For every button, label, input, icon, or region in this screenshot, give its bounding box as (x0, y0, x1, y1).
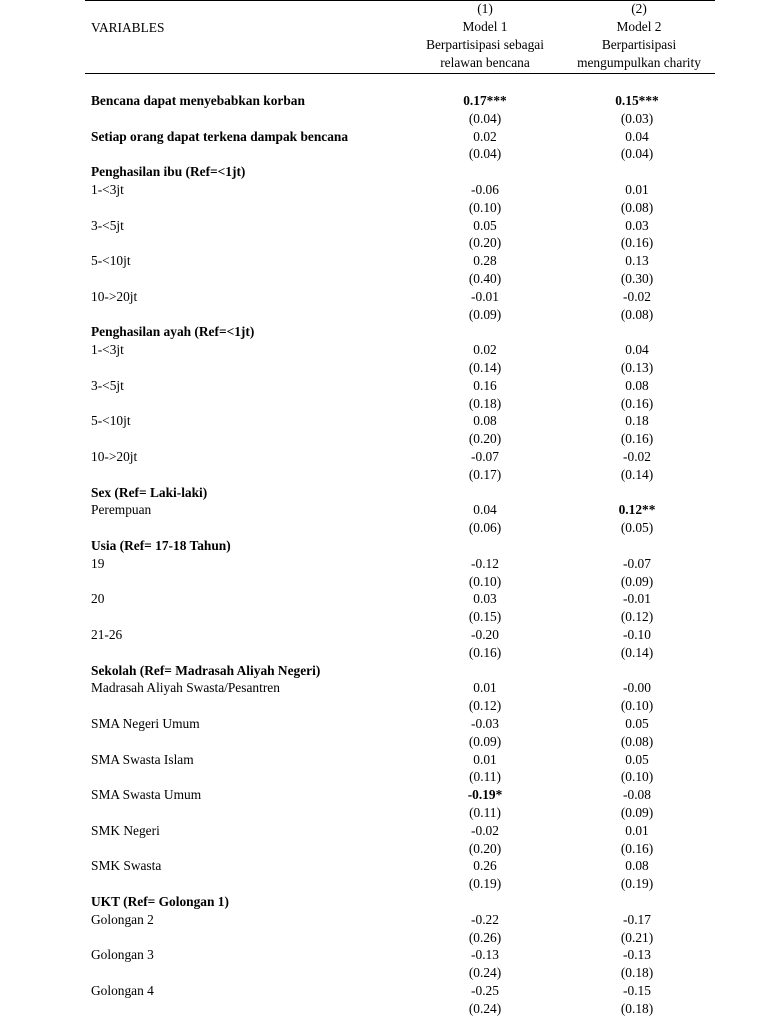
model1-value: -0.20 (471, 627, 499, 642)
model1-value: (0.26) (468, 929, 502, 945)
model2-value: -0.02 (623, 288, 651, 304)
model2-value: -0.07 (623, 555, 651, 571)
table-row (0, 217, 768, 235)
table-row-stderr (0, 306, 768, 324)
table-row-stderr (0, 110, 768, 128)
variable-label: SMA Swasta Islam (91, 751, 194, 767)
model2-value: 0.05 (625, 751, 649, 767)
model2-value: 0.03 (625, 217, 649, 233)
model1-value: 0.08 (473, 413, 497, 429)
variable-label: SMK Negeri (91, 822, 160, 838)
model1-value: -0.01 (471, 288, 499, 304)
variable-label: 1-<3jt (91, 342, 124, 358)
model2-value: (0.08) (620, 733, 654, 749)
table-row-stderr (0, 644, 768, 662)
col2-desc-line1: Berpartisipasi (601, 37, 677, 52)
model1-value: 0.28 (473, 253, 497, 269)
model2-value: -0.02 (623, 449, 651, 464)
model2-value: 0.08 (625, 377, 649, 393)
model1-value: (0.20) (468, 840, 502, 856)
model1-value: 0.16 (473, 377, 497, 393)
table-row (0, 537, 768, 555)
variable-label: 19 (91, 555, 105, 571)
model2-value: (0.05) (620, 520, 654, 536)
model1-value: 0.05 (473, 217, 497, 233)
model1-value: (0.19) (468, 876, 502, 892)
table-row (0, 715, 768, 733)
variable-label: Golongan 4 (91, 983, 154, 998)
model2-value: (0.18) (620, 1000, 654, 1016)
variable-heading: Sex (Ref= Laki-laki) (91, 484, 208, 500)
model1-value: -0.02 (471, 822, 499, 838)
col1-number: (1) (477, 1, 493, 16)
variable-label: SMA Swasta Umum (91, 787, 202, 803)
table-row (0, 377, 768, 395)
model1-value: (0.17) (468, 466, 502, 482)
table-row (0, 911, 768, 929)
table-row (0, 555, 768, 573)
model2-value: 0.08 (625, 858, 649, 874)
model2-value: -0.13 (623, 947, 651, 963)
col2-number: (2) (631, 1, 647, 16)
variables-header: VARIABLES (91, 20, 165, 35)
table-row (0, 448, 768, 466)
model2-value: (0.10) (620, 769, 654, 785)
model1-value: (0.15) (468, 609, 502, 625)
model1-value: -0.03 (471, 716, 499, 731)
variable-heading: Penghasilan ibu (Ref=<1jt) (91, 164, 246, 180)
table-row (0, 252, 768, 270)
table-row-stderr (0, 964, 768, 982)
table-row-stderr (0, 929, 768, 947)
model1-value: -0.07 (471, 449, 499, 464)
model1-value: (0.11) (469, 805, 501, 820)
model2-value: (0.08) (620, 199, 654, 215)
col1-desc-line1: Berpartisipasi sebagai (426, 37, 544, 52)
model1-value: (0.14) (468, 360, 502, 375)
model1-value: (0.10) (468, 573, 502, 589)
table-row (0, 893, 768, 911)
model1-value: -0.13 (471, 947, 499, 963)
model1-value: 0.26 (473, 858, 497, 874)
model1-value: (0.24) (468, 965, 502, 981)
model2-value: 0.15*** (615, 93, 659, 108)
table-row (0, 412, 768, 430)
model1-value: 0.01 (473, 751, 497, 767)
model2-value: -0.00 (623, 680, 651, 696)
model2-value: 0.01 (625, 182, 649, 197)
col1-desc-line2: relawan bencana (440, 55, 530, 70)
model2-value: 0.13 (625, 253, 649, 269)
model1-value: (0.09) (468, 306, 502, 322)
table-row-stderr (0, 395, 768, 413)
model2-value: -0.01 (623, 591, 651, 607)
table-row (0, 751, 768, 769)
table-row (0, 92, 768, 110)
model2-value: (0.16) (620, 840, 654, 856)
model2-value: 0.05 (625, 716, 649, 731)
model1-value: (0.10) (468, 199, 502, 215)
col2-model: Model 2 (616, 19, 662, 34)
model2-value: (0.14) (620, 466, 654, 482)
table-row (0, 982, 768, 1000)
variable-label: 20 (91, 591, 105, 607)
model1-value: -0.19* (467, 787, 503, 803)
table-row-stderr (0, 768, 768, 786)
table-row (0, 323, 768, 341)
model2-value: 0.04 (625, 128, 649, 144)
table-row-stderr (0, 1000, 768, 1018)
model2-value: -0.08 (623, 787, 651, 803)
variable-label: 1-<3jt (91, 182, 124, 197)
variable-heading: Bencana dapat menyebabkan korban (91, 93, 305, 108)
model1-value: (0.11) (469, 769, 501, 785)
model1-value: (0.16) (468, 644, 502, 660)
table-row (0, 288, 768, 306)
table-row-stderr (0, 697, 768, 715)
model2-value: (0.30) (620, 271, 654, 286)
table-row-stderr (0, 573, 768, 591)
variable-heading: Usia (Ref= 17-18 Tahun) (91, 538, 231, 553)
model1-value: -0.06 (471, 182, 499, 197)
model2-value: (0.14) (620, 644, 654, 660)
model2-value: -0.17 (623, 911, 651, 927)
model1-value: (0.24) (468, 1000, 502, 1016)
table-row-stderr (0, 608, 768, 626)
model2-value: 0.04 (625, 342, 649, 358)
model1-value: 0.01 (473, 680, 497, 696)
model1-value: (0.06) (468, 520, 502, 536)
variable-label: 10->20jt (91, 449, 138, 464)
model1-value: 0.02 (473, 128, 497, 144)
table-row-stderr (0, 199, 768, 217)
header-bottom-rule (85, 73, 715, 74)
table-row-stderr (0, 733, 768, 751)
variable-label: 5-<10jt (91, 413, 131, 429)
model2-value: (0.09) (620, 573, 654, 589)
variable-label: SMK Swasta (91, 858, 162, 874)
table-row (0, 786, 768, 804)
table-row (0, 501, 768, 519)
variable-label: SMA Negeri Umum (91, 716, 200, 731)
variable-label: Perempuan (91, 502, 152, 518)
model1-value: -0.22 (471, 911, 499, 927)
model1-value: -0.12 (471, 555, 499, 571)
table-row (0, 341, 768, 359)
table-row (0, 946, 768, 964)
variable-label: 3-<5jt (91, 377, 124, 393)
model2-value: 0.18 (625, 413, 649, 429)
model2-value: (0.21) (620, 929, 654, 945)
table-row-stderr (0, 804, 768, 822)
table-row (0, 857, 768, 875)
table-row (0, 484, 768, 502)
col1-model: Model 1 (462, 19, 508, 34)
model2-value: -0.15 (623, 983, 651, 998)
variable-label: 10->20jt (91, 288, 138, 304)
table-row (0, 128, 768, 146)
model2-value: (0.08) (620, 306, 654, 322)
model1-value: (0.40) (468, 271, 502, 286)
variable-heading: UKT (Ref= Golongan 1) (91, 894, 229, 909)
table-row-stderr (0, 359, 768, 377)
model1-value: 0.17*** (463, 93, 507, 108)
model2-value: -0.10 (623, 627, 651, 642)
model1-value: (0.12) (468, 698, 502, 714)
table-row (0, 181, 768, 199)
model1-value: (0.04) (468, 110, 502, 126)
model2-value: (0.16) (620, 395, 654, 411)
variable-heading: Setiap orang dapat terkena dampak bencana (91, 128, 349, 144)
variable-heading: Sekolah (Ref= Madrasah Aliyah Negeri) (91, 662, 321, 678)
model2-value: 0.12** (618, 502, 656, 518)
model2-value: 0.01 (625, 822, 649, 838)
model2-value: (0.10) (620, 698, 654, 714)
table-row (0, 590, 768, 608)
model1-value: 0.03 (473, 591, 497, 607)
model2-value: (0.16) (620, 431, 654, 447)
table-row-stderr (0, 270, 768, 288)
model2-value: (0.04) (620, 146, 654, 162)
table-row-stderr (0, 840, 768, 858)
model2-value: (0.09) (620, 805, 654, 820)
table-row-stderr (0, 234, 768, 252)
model1-value: (0.20) (468, 235, 502, 251)
model2-value: (0.03) (620, 110, 654, 126)
table-row (0, 626, 768, 644)
model1-value: (0.18) (468, 395, 502, 411)
table-row (0, 163, 768, 181)
table-row-stderr (0, 145, 768, 163)
model1-value: 0.02 (473, 342, 497, 358)
model2-value: (0.18) (620, 965, 654, 981)
variable-label: 21-26 (91, 627, 123, 642)
model1-value: 0.04 (473, 502, 497, 518)
table-row (0, 662, 768, 680)
variable-label: Madrasah Aliyah Swasta/Pesantren (91, 680, 280, 696)
variable-label: Golongan 3 (91, 947, 154, 963)
model1-value: -0.25 (471, 983, 499, 998)
table-row-stderr (0, 466, 768, 484)
model2-value: (0.13) (620, 360, 654, 375)
table-row-stderr (0, 430, 768, 448)
variable-label: 3-<5jt (91, 217, 124, 233)
variable-label: Golongan 2 (91, 911, 154, 927)
variable-label: 5-<10jt (91, 253, 131, 269)
model1-value: (0.04) (468, 146, 502, 162)
table-row-stderr (0, 875, 768, 893)
variable-heading: Penghasilan ayah (Ref=<1jt) (91, 324, 255, 340)
model2-value: (0.12) (620, 609, 654, 625)
col2-desc-line2: mengumpulkan charity (577, 55, 701, 70)
table-row (0, 679, 768, 697)
model1-value: (0.09) (468, 733, 502, 749)
model1-value: (0.20) (468, 431, 502, 447)
table-row-stderr (0, 519, 768, 537)
table-row (0, 822, 768, 840)
model2-value: (0.19) (620, 876, 654, 892)
model2-value: (0.16) (620, 235, 654, 251)
